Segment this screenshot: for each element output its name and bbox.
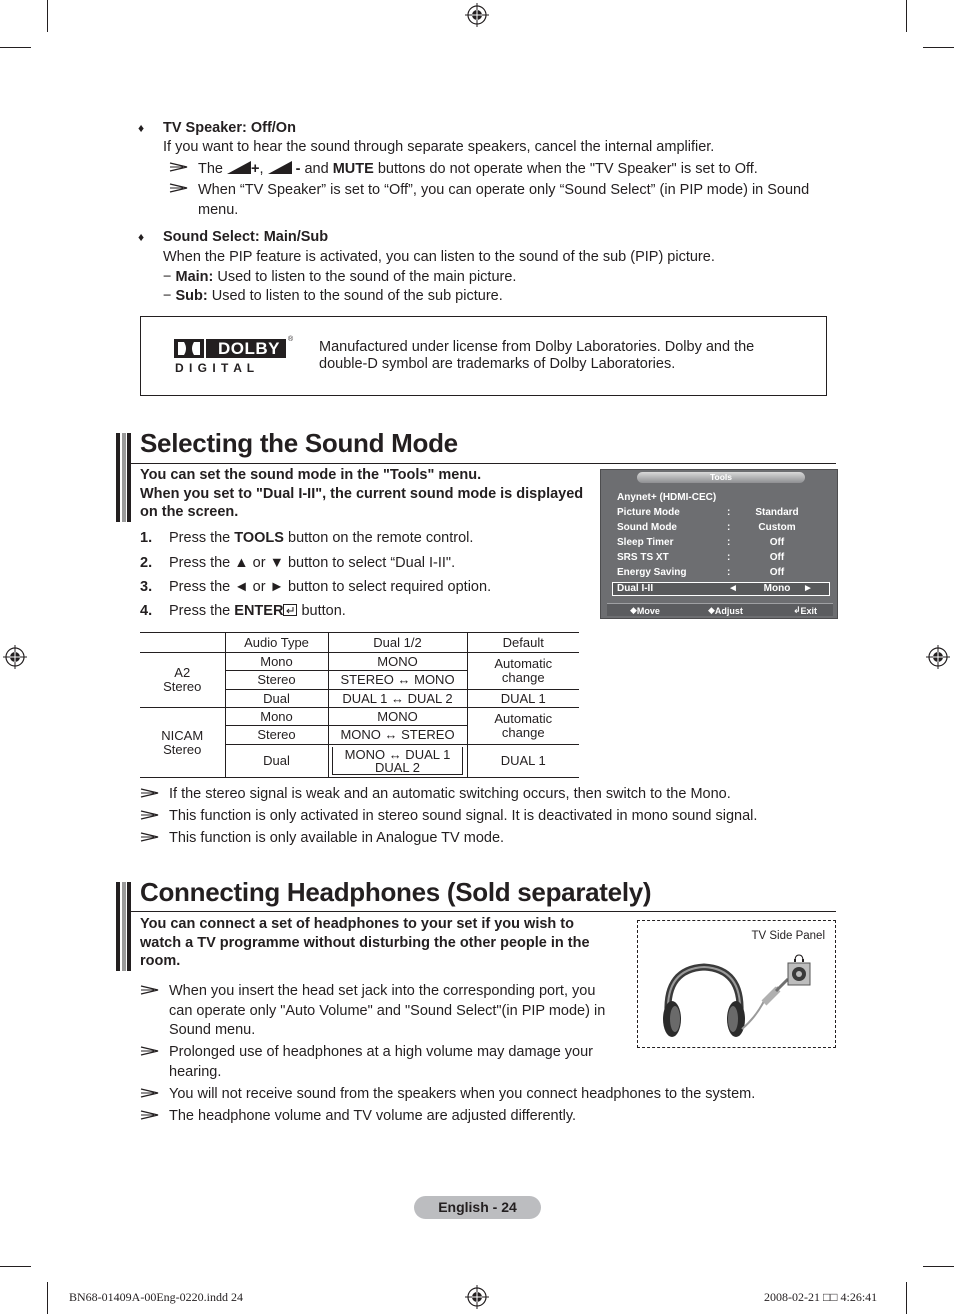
section1-note: If the stereo signal is weak and an automatic switching occurs, then switch to the Mono. [169, 786, 731, 802]
tv-speaker-note2-line2: menu. [198, 202, 239, 218]
comma: , [259, 161, 264, 177]
row-value: Off [769, 567, 785, 578]
crop-mark [906, 1282, 907, 1314]
row-label: Dual I-II [617, 583, 654, 594]
table-cell: Dual [225, 690, 328, 708]
tools-menu-title: Tools [637, 472, 805, 483]
row-value: Custom [758, 522, 796, 533]
a2-stereo-cell [140, 653, 225, 708]
move-hint: ◆ Move [630, 605, 660, 616]
adjust-label: Adjust [714, 606, 743, 616]
section2-note2-line2: hearing. [169, 1064, 222, 1080]
crop-mark [0, 47, 31, 48]
minus-sign: - [295, 161, 301, 177]
arrow-left-icon: ◄ [728, 583, 738, 594]
section1-intro [140, 466, 583, 522]
table-cell: MONO [328, 708, 467, 726]
row-label: Anynet+ (HDMI-CEC) [617, 492, 717, 503]
cycle-line1: MONO ↔ DUAL 1 [344, 747, 451, 762]
tools-menu-screen [600, 469, 838, 619]
tv-speaker-desc: If you want to hear the sound through separate speakers, cancel the internal amplifier. [163, 139, 715, 155]
sound-select-main [163, 267, 516, 287]
section2-note2-line1: Prolonged use of headphones at a high volume may damage your [169, 1044, 594, 1060]
step-number: 2. [140, 555, 153, 571]
dual-cycle-cell [328, 745, 467, 778]
table-corner [140, 633, 225, 653]
table-cell: Dual [225, 745, 328, 778]
adjust-hint: ◆ Adjust [708, 605, 743, 616]
headphones-icon [638, 921, 837, 1049]
cell-line: Automatic [494, 656, 553, 671]
volume-down-icon [268, 161, 292, 174]
intro-line: room. [140, 953, 181, 969]
cell-line: change [501, 725, 545, 740]
step-number: 4. [140, 603, 153, 619]
cell-line: A2 [174, 665, 191, 680]
page-number-badge: English - 24 [414, 1196, 541, 1219]
cell-line: Stereo [163, 679, 202, 694]
dash: − [163, 288, 172, 304]
enter-key-label: ENTER [234, 603, 284, 619]
intro-line: You can set the sound mode in the "Tools" menu. [140, 467, 482, 483]
tv-side-panel-label: TV Side Panel [751, 930, 825, 942]
row-value: Off [769, 537, 785, 548]
bullet-diamond-icon: ♦ [138, 121, 145, 135]
section2-note4: The headphone volume and TV volume are adjusted differently. [169, 1108, 577, 1124]
note-arrow-icon [140, 808, 160, 822]
intro-line: You can connect a set of headphones to your set if you wish to [140, 916, 574, 932]
cell-line: change [501, 670, 545, 685]
section2-note1-line1: When you insert the head set jack into the corresponding port, you [169, 983, 596, 999]
crop-mark [47, 1282, 48, 1314]
step-number: 3. [140, 579, 153, 595]
row-value: Off [769, 552, 785, 563]
row-label: Sleep Timer [617, 537, 674, 548]
table-header: Dual 1/2 [328, 633, 467, 653]
row-colon: : [727, 537, 731, 548]
dolby-notice-box [140, 316, 827, 396]
table-cell: MONO ↔ STEREO [328, 726, 467, 745]
note-arrow-icon [140, 1086, 160, 1100]
footer-date: 2008-02-21 □□ 4:26:41 [764, 1290, 878, 1304]
tools-key-label: TOOLS [234, 530, 284, 546]
table-cell: Mono [225, 708, 328, 726]
cycle-diagram [332, 747, 463, 775]
table-header-row [140, 633, 579, 653]
intro-line: on the screen. [140, 504, 239, 520]
cycle-line2: DUAL 2 [374, 760, 421, 775]
step-4 [169, 603, 346, 619]
exit-label: Exit [800, 606, 818, 616]
registration-mark-icon [465, 3, 489, 27]
table-cell: MONO [328, 653, 467, 671]
step-text: Press the [169, 603, 231, 619]
table-cell: Mono [225, 653, 328, 671]
dolby-logo-sub: D I G I T A L [175, 361, 256, 375]
note-arrow-icon [169, 181, 189, 195]
main-text: Used to listen to the sound of the main picture. [217, 269, 517, 285]
table-header: Default [467, 633, 579, 653]
row-label: Picture Mode [617, 507, 680, 518]
note-arrow-icon [140, 786, 160, 800]
row-label: Sound Mode [617, 522, 677, 533]
row-value: Standard [755, 507, 799, 518]
crop-mark [47, 0, 48, 32]
nicam-stereo-cell [140, 708, 225, 778]
title-rule [131, 463, 836, 464]
section1-note: This function is only available in Analogue TV mode. [169, 830, 505, 846]
tv-speaker-note1 [198, 159, 758, 179]
step-text: Press the [169, 530, 231, 546]
step-2: Press the ▲ or ▼ button to select “Dual I-II". [169, 555, 456, 571]
exit-hint: ↲ Exit [793, 605, 818, 616]
auto-change-cell [467, 653, 579, 690]
crop-mark [923, 47, 954, 48]
row-colon: : [727, 522, 731, 533]
sound-select-desc: When the PIP feature is activated, you can listen to the sound of the sub (PIP) picture. [163, 249, 715, 265]
tv-speaker-note2-line1: When “TV Speaker” is set to “Off”, you can operate only “Sound Select” (in PIP mode) in Sound [198, 182, 810, 198]
section-title-sound-mode: Selecting the Sound Mode [140, 428, 458, 458]
note-arrow-icon [140, 983, 160, 997]
table-cell: Stereo [225, 726, 328, 745]
note-arrow-icon [140, 1044, 160, 1058]
step-text: button on the remote control. [288, 530, 474, 546]
auto-change-cell [467, 708, 579, 745]
row-colon: : [727, 567, 731, 578]
row-colon: : [727, 507, 731, 518]
section1-note: This function is only activated in stereo sound signal. It is deactivated in mono sound signal. [169, 808, 758, 824]
section2-note1-line2: can operate only "Auto Volume" and "Sound Select"(in PIP mode) in [169, 1003, 606, 1019]
sub-text: Used to listen to the sound of the sub picture. [211, 288, 503, 304]
registration-mark-icon [926, 645, 950, 669]
title-rule [131, 911, 836, 912]
registration-mark-icon [465, 1285, 489, 1309]
registration-mark-icon [3, 645, 27, 669]
cell-line: Automatic [494, 711, 553, 726]
note-arrow-icon [169, 160, 189, 174]
table-row [140, 653, 579, 671]
headphone-illustration-box [637, 920, 836, 1048]
crop-mark [906, 0, 907, 32]
note-text: and [304, 161, 329, 177]
volume-up-icon [227, 161, 251, 174]
note-arrow-icon [140, 830, 160, 844]
crop-mark [0, 1266, 31, 1267]
row-colon: : [727, 552, 731, 563]
bullet-diamond-icon: ♦ [138, 230, 145, 244]
table-cell: STEREO ↔ MONO [328, 671, 467, 690]
section2-intro [140, 915, 590, 971]
crop-mark [923, 1266, 954, 1267]
sound-select-heading: Sound Select: Main/Sub [163, 229, 329, 245]
note-text: buttons do not operate when the "TV Speaker" is set to Off. [377, 161, 758, 177]
plus-sign: + [251, 161, 260, 177]
step-number: 1. [140, 530, 153, 546]
tv-speaker-heading: TV Speaker: Off/On [163, 120, 296, 136]
enter-icon [283, 604, 297, 616]
sound-mode-table [140, 632, 579, 778]
section-side-bar [127, 882, 131, 971]
section-side-bar [122, 433, 126, 522]
note-text: The [198, 161, 223, 177]
registered-mark: ® [288, 336, 294, 343]
intro-line: watch a TV programme without disturbing the other people in the [140, 934, 590, 951]
step-1 [169, 530, 473, 546]
section-side-bar [116, 433, 120, 522]
sub-label: Sub: [175, 288, 208, 304]
move-label: Move [636, 606, 660, 616]
section-side-bar [127, 433, 131, 522]
section-side-bar [122, 882, 126, 971]
dolby-text-line1: Manufactured under license from Dolby Laboratories. Dolby and the [319, 339, 755, 355]
table-cell: Stereo [225, 671, 328, 690]
step-text: button. [301, 603, 346, 619]
row-label: Energy Saving [617, 567, 687, 578]
table-row [140, 708, 579, 726]
table-header: Audio Type [225, 633, 328, 653]
cell-line: Stereo [163, 741, 202, 757]
table-cell: DUAL 1 [467, 745, 579, 778]
step-3: Press the ◄ or ► button to select required option. [169, 579, 492, 595]
dolby-logo-word: DOLBY [218, 339, 280, 358]
dash: − [163, 269, 172, 285]
section2-note1-line3: Sound menu. [169, 1022, 256, 1038]
section-title-headphones: Connecting Headphones (Sold separately) [140, 877, 652, 907]
sound-select-sub [163, 286, 503, 306]
mute-label: MUTE [332, 161, 374, 177]
intro-line: When you set to "Dual I-II", the current sound mode is displayed [140, 485, 584, 502]
row-label: SRS TS XT [617, 552, 669, 563]
table-cell: DUAL 1 [467, 690, 579, 708]
cell-line: NICAM [161, 727, 204, 743]
dolby-text-line2: double-D symbol are trademarks of Dolby Laboratories. [319, 356, 676, 372]
note-arrow-icon [140, 1108, 160, 1122]
tools-menu-footer [607, 603, 833, 616]
section2-note3: You will not receive sound from the speakers when you connect headphones to the system. [169, 1086, 756, 1102]
section-side-bar [116, 882, 120, 971]
row-value: Mono [763, 583, 791, 594]
arrow-right-icon: ► [803, 583, 813, 594]
main-label: Main: [175, 269, 214, 285]
footer-file-name: BN68-01409A-00Eng-0220.indd 24 [69, 1290, 243, 1304]
table-cell: DUAL 1 ↔ DUAL 2 [328, 690, 467, 708]
